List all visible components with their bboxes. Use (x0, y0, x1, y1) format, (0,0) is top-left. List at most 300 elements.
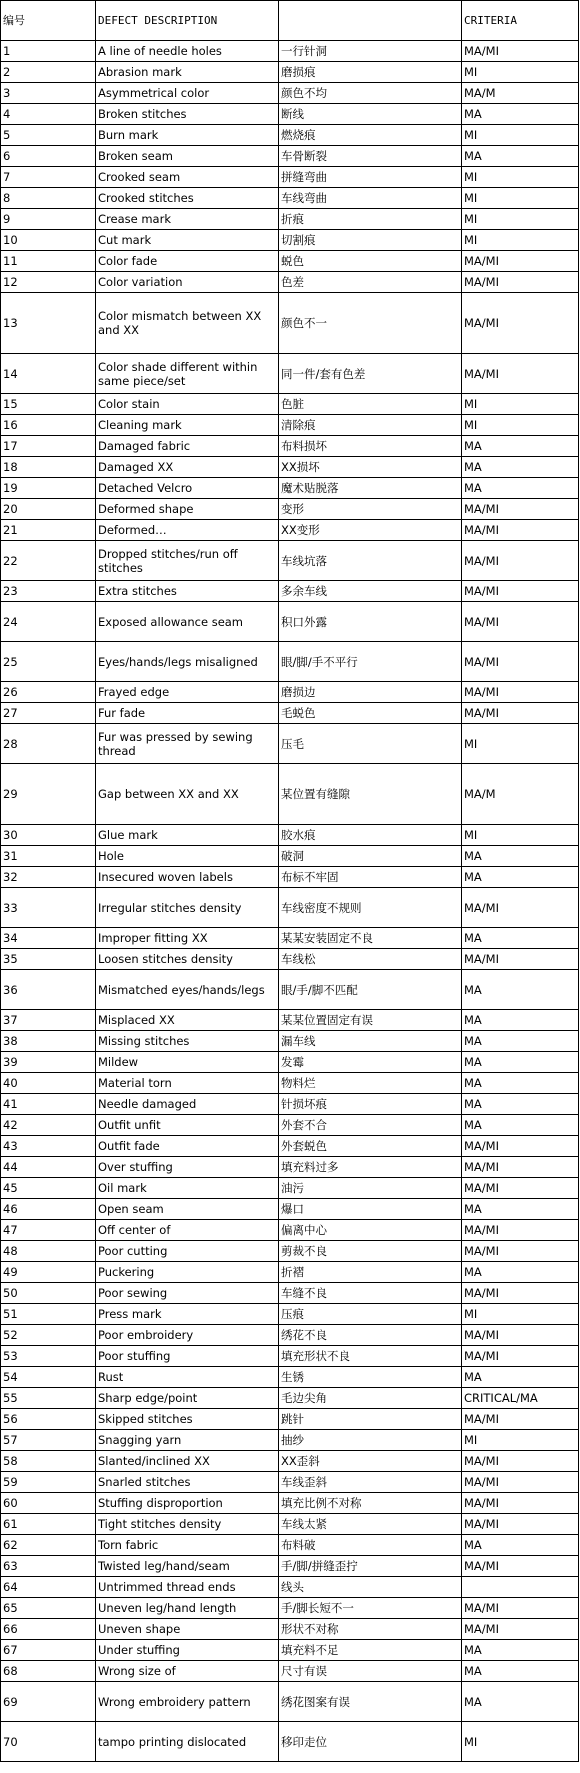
defect-criteria: MA (462, 1073, 579, 1094)
defect-criteria: MA/MI (462, 1451, 579, 1472)
table-row (1, 1052, 579, 1073)
table-row (1, 83, 579, 104)
defect-criteria: MA/MI (462, 703, 579, 724)
defect-description-zh: 布标不牢固 (279, 867, 462, 888)
defect-description-zh: XX变形 (279, 520, 462, 541)
defect-description-en: Missing stitches (96, 1031, 279, 1052)
defect-criteria (462, 1577, 579, 1598)
defect-description-zh: 同一件/套有色差 (279, 354, 462, 394)
defect-number: 61 (1, 1514, 96, 1535)
defect-description-zh: 切割痕 (279, 230, 462, 251)
defect-number: 70 (1, 1722, 96, 1762)
defect-description-zh: 抽纱 (279, 1430, 462, 1451)
table-row (1, 825, 579, 846)
defect-criteria: MI (462, 415, 579, 436)
defect-criteria: MI (462, 62, 579, 83)
defect-number: 32 (1, 867, 96, 888)
defect-criteria: MA/MI (462, 642, 579, 682)
defect-number: 60 (1, 1493, 96, 1514)
defect-number: 37 (1, 1010, 96, 1031)
defect-number: 40 (1, 1073, 96, 1094)
defect-description-en: Damaged XX (96, 457, 279, 478)
defect-number: 28 (1, 724, 96, 764)
defect-description-en: Oil mark (96, 1178, 279, 1199)
defect-description-en: Poor cutting (96, 1241, 279, 1262)
defect-criteria: MA/MI (462, 1514, 579, 1535)
table-row (1, 1010, 579, 1031)
defect-description-en: Wrong size of (96, 1661, 279, 1682)
table-row (1, 209, 579, 230)
defect-description-en: Poor embroidery (96, 1325, 279, 1346)
table-row (1, 1220, 579, 1241)
defect-description-en: Skipped stitches (96, 1409, 279, 1430)
defect-criteria: MI (462, 125, 579, 146)
table-row (1, 970, 579, 1010)
defect-description-en: Stuffing disproportion (96, 1493, 279, 1514)
defect-description-zh: 剪裁不良 (279, 1241, 462, 1262)
defect-number: 35 (1, 949, 96, 970)
defect-description-en: Burn mark (96, 125, 279, 146)
defect-description-zh: 压痕 (279, 1304, 462, 1325)
defect-criteria: MI (462, 209, 579, 230)
defect-description-zh: 破洞 (279, 846, 462, 867)
defect-criteria: MA/MI (462, 1325, 579, 1346)
table-row (1, 928, 579, 949)
table-row (1, 478, 579, 499)
defect-number: 64 (1, 1577, 96, 1598)
table-row (1, 188, 579, 209)
defect-number: 58 (1, 1451, 96, 1472)
defect-criteria: MA/MI (462, 293, 579, 354)
table-row (1, 354, 579, 394)
defect-description-zh: 拼缝弯曲 (279, 167, 462, 188)
defect-criteria: MA (462, 1535, 579, 1556)
defect-description-zh: 燃烧痕 (279, 125, 462, 146)
defect-description-zh: 车线松 (279, 949, 462, 970)
defect-number: 22 (1, 541, 96, 581)
defect-number: 17 (1, 436, 96, 457)
defect-description-zh: 手/脚长短不一 (279, 1598, 462, 1619)
defect-criteria: MA (462, 478, 579, 499)
defect-description-zh: 手/脚/拼缝歪拧 (279, 1556, 462, 1577)
defect-number: 42 (1, 1115, 96, 1136)
defect-criteria: MA (462, 1010, 579, 1031)
defect-description-en: Broken seam (96, 146, 279, 167)
defect-number: 27 (1, 703, 96, 724)
defect-number: 11 (1, 251, 96, 272)
defect-number: 3 (1, 83, 96, 104)
defect-description-en: Rust (96, 1367, 279, 1388)
defect-description-en: Color fade (96, 251, 279, 272)
defect-description-zh: 清除痕 (279, 415, 462, 436)
table-row (1, 394, 579, 415)
table-row (1, 1388, 579, 1409)
defect-number: 41 (1, 1094, 96, 1115)
table-row (1, 520, 579, 541)
table-row (1, 682, 579, 703)
defect-number: 13 (1, 293, 96, 354)
defect-number: 15 (1, 394, 96, 415)
defect-criteria: MA/MI (462, 682, 579, 703)
defect-description-en: Deformed shape (96, 499, 279, 520)
defect-number: 20 (1, 499, 96, 520)
table-row (1, 1241, 579, 1262)
table-row (1, 1451, 579, 1472)
defect-description-en: Irregular stitches density (96, 888, 279, 928)
defect-description-zh: 线头 (279, 1577, 462, 1598)
defect-description-zh: 色差 (279, 272, 462, 293)
defect-description-en: Fur fade (96, 703, 279, 724)
defect-description-en: Crease mark (96, 209, 279, 230)
defect-number: 43 (1, 1136, 96, 1157)
defect-description-en: Hole (96, 846, 279, 867)
table-row (1, 293, 579, 354)
defect-description-zh: XX损坏 (279, 457, 462, 478)
defect-description-en: Puckering (96, 1262, 279, 1283)
defect-description-zh: 移印走位 (279, 1722, 462, 1762)
defect-criteria: MA (462, 1031, 579, 1052)
table-row (1, 1073, 579, 1094)
defect-description-zh: 颜色不均 (279, 83, 462, 104)
defect-description-zh: 填充料过多 (279, 1157, 462, 1178)
defect-criteria: MA/MI (462, 1241, 579, 1262)
defect-number: 56 (1, 1409, 96, 1430)
defect-description-zh: 外套不合 (279, 1115, 462, 1136)
defect-description-en: Poor stuffing (96, 1346, 279, 1367)
table-row (1, 764, 579, 825)
table-row (1, 1367, 579, 1388)
defect-number: 45 (1, 1178, 96, 1199)
defect-criteria: MA/MI (462, 1493, 579, 1514)
defect-description-zh: 偏离中心 (279, 1220, 462, 1241)
defect-number: 10 (1, 230, 96, 251)
defect-description-zh: 车骨断裂 (279, 146, 462, 167)
table-row (1, 581, 579, 602)
table-row (1, 602, 579, 642)
defect-description-zh: 爆口 (279, 1199, 462, 1220)
defect-number: 52 (1, 1325, 96, 1346)
defect-criteria: MA/MI (462, 1472, 579, 1493)
defect-description-zh: 变形 (279, 499, 462, 520)
defect-description-en: Eyes/hands/legs misaligned (96, 642, 279, 682)
defect-criteria: MI (462, 1722, 579, 1762)
defect-description-zh: 一行针洞 (279, 41, 462, 62)
defect-number: 6 (1, 146, 96, 167)
defect-description-zh: 物料烂 (279, 1073, 462, 1094)
table-row (1, 1577, 579, 1598)
defect-description-en: Exposed allowance seam (96, 602, 279, 642)
defect-description-zh: 绣花图案有误 (279, 1682, 462, 1722)
table-row (1, 415, 579, 436)
table-row (1, 1031, 579, 1052)
defect-description-en: Extra stitches (96, 581, 279, 602)
defect-criteria: MI (462, 724, 579, 764)
table-row (1, 724, 579, 764)
defect-criteria: MA/MI (462, 1619, 579, 1640)
defect-criteria: MA/M (462, 764, 579, 825)
table-row (1, 41, 579, 62)
defect-description-en: Dropped stitches/run off stitches (96, 541, 279, 581)
defect-description-zh: 蜕色 (279, 251, 462, 272)
defect-criteria: MA/MI (462, 949, 579, 970)
defect-description-zh: 车线歪斜 (279, 1472, 462, 1493)
defect-criteria: MI (462, 167, 579, 188)
defect-criteria: MA (462, 436, 579, 457)
defect-description-zh: 某某安装固定不良 (279, 928, 462, 949)
defect-description-en: Needle damaged (96, 1094, 279, 1115)
defect-description-zh: 眼/脚/手不平行 (279, 642, 462, 682)
defect-description-zh: 车线密度不规则 (279, 888, 462, 928)
defect-criteria: MA (462, 867, 579, 888)
table-row (1, 541, 579, 581)
defect-description-zh: 车线坑落 (279, 541, 462, 581)
defect-criteria: MA/MI (462, 1178, 579, 1199)
defect-description-en: Outfit fade (96, 1136, 279, 1157)
table-row (1, 1661, 579, 1682)
table-row (1, 1136, 579, 1157)
table-row (1, 846, 579, 867)
defect-description-zh: 针损坏痕 (279, 1094, 462, 1115)
table-row (1, 251, 579, 272)
defect-criteria: MA/M (462, 83, 579, 104)
defect-criteria: MA (462, 1640, 579, 1661)
defect-description-zh: 漏车线 (279, 1031, 462, 1052)
defect-description-en: Misplaced XX (96, 1010, 279, 1031)
table-row (1, 1157, 579, 1178)
table-row (1, 272, 579, 293)
defect-number: 65 (1, 1598, 96, 1619)
defect-description-en: Crooked seam (96, 167, 279, 188)
defect-description-zh: 折褶 (279, 1262, 462, 1283)
defect-number: 38 (1, 1031, 96, 1052)
defect-number: 7 (1, 167, 96, 188)
table-row (1, 1619, 579, 1640)
defect-number: 16 (1, 415, 96, 436)
defect-description-en: Poor sewing (96, 1283, 279, 1304)
defect-criteria: MA/MI (462, 602, 579, 642)
table-row (1, 1514, 579, 1535)
defect-description-en: Asymmetrical color (96, 83, 279, 104)
defect-description-zh: 某位置有缝隙 (279, 764, 462, 825)
defect-description-zh: 形状不对称 (279, 1619, 462, 1640)
table-row (1, 1346, 579, 1367)
defect-description-en: Open seam (96, 1199, 279, 1220)
defect-description-zh: 磨损痕 (279, 62, 462, 83)
table-row (1, 1304, 579, 1325)
table-row (1, 499, 579, 520)
defect-criteria: MI (462, 230, 579, 251)
defect-criteria: MA/MI (462, 541, 579, 581)
defect-description-en: Press mark (96, 1304, 279, 1325)
defect-description-zh: 绣花不良 (279, 1325, 462, 1346)
defect-description-zh: XX歪斜 (279, 1451, 462, 1472)
defect-number: 26 (1, 682, 96, 703)
table-row (1, 167, 579, 188)
table-row (1, 1722, 579, 1762)
defect-description-en: Tight stitches density (96, 1514, 279, 1535)
defect-number: 66 (1, 1619, 96, 1640)
defect-description-zh: 胶水痕 (279, 825, 462, 846)
defect-number: 8 (1, 188, 96, 209)
defect-number: 39 (1, 1052, 96, 1073)
defect-description-en: Glue mark (96, 825, 279, 846)
defect-description-en: Color shade different within same piece/set (96, 354, 279, 394)
header-chinese (279, 1, 462, 41)
table-row (1, 949, 579, 970)
defect-description-en: Frayed edge (96, 682, 279, 703)
table-row (1, 1199, 579, 1220)
table-row (1, 1262, 579, 1283)
defect-criteria: MA (462, 1262, 579, 1283)
defect-criteria: MA/MI (462, 1220, 579, 1241)
table-row (1, 146, 579, 167)
defect-description-en: Sharp edge/point (96, 1388, 279, 1409)
defect-description-en: Uneven shape (96, 1619, 279, 1640)
defect-description-en: Over stuffing (96, 1157, 279, 1178)
defect-description-zh: 车缝不良 (279, 1283, 462, 1304)
defect-number: 33 (1, 888, 96, 928)
defect-criteria: MA/MI (462, 499, 579, 520)
defect-criteria: MA (462, 1661, 579, 1682)
defect-criteria: MA/MI (462, 1598, 579, 1619)
defect-number: 62 (1, 1535, 96, 1556)
table-row (1, 1556, 579, 1577)
defect-criteria: MA (462, 970, 579, 1010)
defect-description-zh: 色脏 (279, 394, 462, 415)
defect-description-zh: 眼/手/脚不匹配 (279, 970, 462, 1010)
defect-description-en: Mildew (96, 1052, 279, 1073)
defect-criteria: MA (462, 928, 579, 949)
defect-criteria: MI (462, 1430, 579, 1451)
table-row (1, 125, 579, 146)
defect-description-zh: 压毛 (279, 724, 462, 764)
defect-criteria: MA/MI (462, 272, 579, 293)
defect-description-en: Uneven leg/hand length (96, 1598, 279, 1619)
defect-number: 50 (1, 1283, 96, 1304)
defect-number: 36 (1, 970, 96, 1010)
table-row (1, 1598, 579, 1619)
defect-criteria: MA (462, 1367, 579, 1388)
defect-criteria: MA (462, 1052, 579, 1073)
defect-number: 9 (1, 209, 96, 230)
table-row (1, 642, 579, 682)
defect-description-zh: 磨损边 (279, 682, 462, 703)
table-row (1, 1535, 579, 1556)
table-row (1, 104, 579, 125)
defect-description-en: Cut mark (96, 230, 279, 251)
defect-number: 48 (1, 1241, 96, 1262)
defect-description-zh: 填充料不足 (279, 1640, 462, 1661)
header-defect-description: DEFECT DESCRIPTION (96, 1, 279, 41)
defect-description-zh: 某某位置固定有误 (279, 1010, 462, 1031)
header-criteria: CRITERIA (462, 1, 579, 41)
defect-number: 57 (1, 1430, 96, 1451)
defect-description-zh: 折痕 (279, 209, 462, 230)
defect-description-zh: 断线 (279, 104, 462, 125)
defect-description-zh: 积口外露 (279, 602, 462, 642)
defect-number: 29 (1, 764, 96, 825)
defect-criteria: MA (462, 1094, 579, 1115)
defect-table-body (1, 1, 579, 1762)
table-row (1, 1472, 579, 1493)
defect-description-zh: 跳针 (279, 1409, 462, 1430)
defect-description-en: Abrasion mark (96, 62, 279, 83)
table-row (1, 1115, 579, 1136)
defect-number: 2 (1, 62, 96, 83)
defect-criteria: MA/MI (462, 1157, 579, 1178)
defect-description-en: Cleaning mark (96, 415, 279, 436)
defect-description-zh: 填充比例不对称 (279, 1493, 462, 1514)
defect-criteria: MA (462, 457, 579, 478)
defect-number: 4 (1, 104, 96, 125)
table-row (1, 62, 579, 83)
table-row (1, 457, 579, 478)
defect-description-en: Damaged fabric (96, 436, 279, 457)
table-row (1, 1178, 579, 1199)
defect-description-zh: 尺寸有误 (279, 1661, 462, 1682)
defect-number: 25 (1, 642, 96, 682)
defect-number: 55 (1, 1388, 96, 1409)
defect-number: 69 (1, 1682, 96, 1722)
defect-number: 44 (1, 1157, 96, 1178)
defect-description-en: Gap between XX and XX (96, 764, 279, 825)
table-row (1, 230, 579, 251)
defect-number: 59 (1, 1472, 96, 1493)
defect-description-en: Detached Velcro (96, 478, 279, 499)
defect-criteria: MA (462, 146, 579, 167)
defect-number: 1 (1, 41, 96, 62)
defect-description-en: Off center of (96, 1220, 279, 1241)
defect-description-en: Deformed… (96, 520, 279, 541)
defect-number: 21 (1, 520, 96, 541)
defect-description-en: Color mismatch between XX and XX (96, 293, 279, 354)
table-row (1, 1682, 579, 1722)
table-row (1, 1430, 579, 1451)
defect-description-zh: 车线太紧 (279, 1514, 462, 1535)
table-row (1, 1493, 579, 1514)
defect-number: 54 (1, 1367, 96, 1388)
defect-description-zh: 毛边尖角 (279, 1388, 462, 1409)
defect-description-en: Outfit unfit (96, 1115, 279, 1136)
table-row (1, 1094, 579, 1115)
defect-criteria: MI (462, 825, 579, 846)
defect-description-en: Material torn (96, 1073, 279, 1094)
defect-description-en: Snagging yarn (96, 1430, 279, 1451)
defect-criteria: MA/MI (462, 1556, 579, 1577)
defect-description-en: Fur was pressed by sewing thread (96, 724, 279, 764)
defect-criteria: CRITICAL/MA (462, 1388, 579, 1409)
defect-description-zh: 油污 (279, 1178, 462, 1199)
defect-description-en: tampo printing dislocated (96, 1722, 279, 1762)
defect-number: 31 (1, 846, 96, 867)
table-row (1, 867, 579, 888)
defect-criteria: MA/MI (462, 1409, 579, 1430)
defect-criteria: MA (462, 1199, 579, 1220)
defect-description-zh: 生锈 (279, 1367, 462, 1388)
defect-description-zh: 车线弯曲 (279, 188, 462, 209)
defect-number: 53 (1, 1346, 96, 1367)
defect-criteria: MI (462, 188, 579, 209)
defect-number: 18 (1, 457, 96, 478)
defect-description-en: Color stain (96, 394, 279, 415)
defect-description-zh: 魔术贴脱落 (279, 478, 462, 499)
defect-description-zh: 填充形状不良 (279, 1346, 462, 1367)
defect-criteria: MA/MI (462, 1136, 579, 1157)
defect-number: 24 (1, 602, 96, 642)
defect-description-en: Slanted/inclined XX (96, 1451, 279, 1472)
defect-number: 19 (1, 478, 96, 499)
defect-description-en: Twisted leg/hand/seam (96, 1556, 279, 1577)
